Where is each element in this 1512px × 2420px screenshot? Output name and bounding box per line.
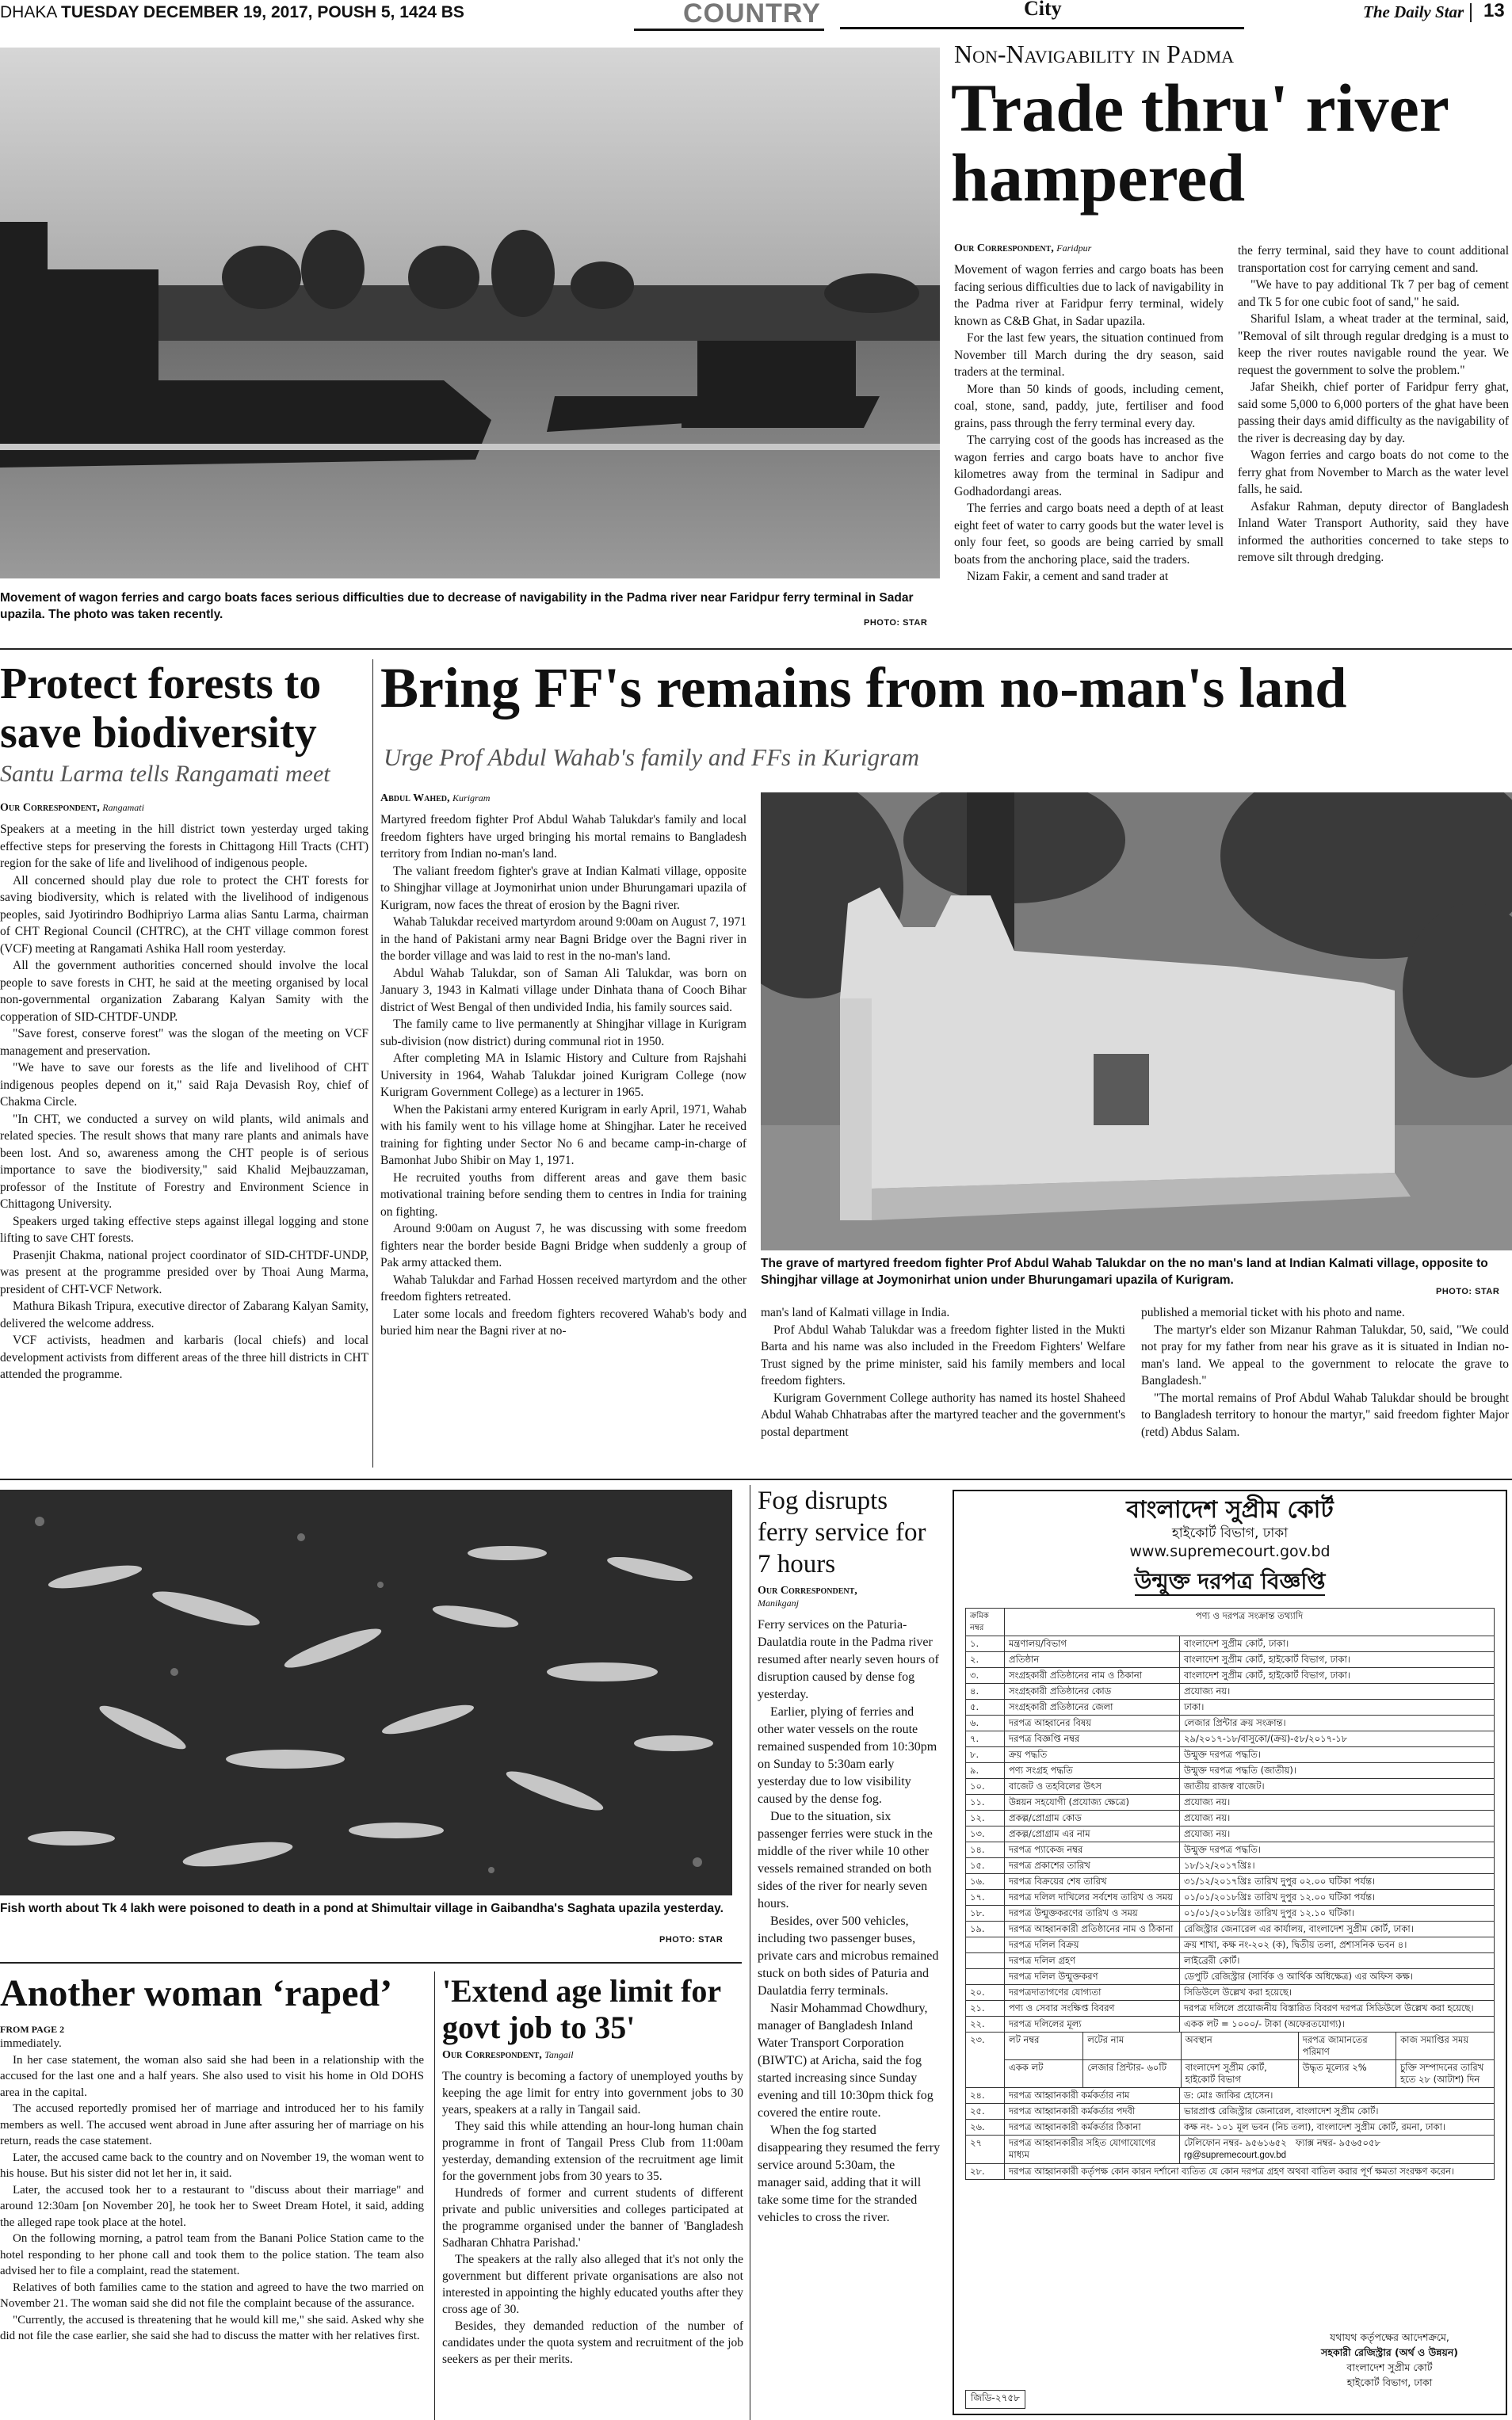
tender-division: হাইকোর্ট বিভাগ, ঢাকা [1171, 1525, 1289, 1541]
paragraph: Later some locals and freedom fighters recovered Wahab's body and buried him near the Bagni river at no- [380, 1307, 746, 1338]
row-serial: ৮. [966, 1747, 1005, 1763]
fog-byline-name: Our Correspondent, [758, 1585, 857, 1597]
lot-location: বাংলাদেশ সুপ্রীম কোর্ট, হাইকোর্ট বিভাগ [1181, 2060, 1298, 2087]
row-value: ক্রয় শাখা, কক্ষ নং-২০২ (ক), দ্বিতীয় তলা, প্রশাসনিক ভবন ৪। [1180, 1937, 1495, 1953]
row-label: সংগ্রহকারী প্রতিষ্ঠানের কোড [1005, 1684, 1180, 1700]
table-row [966, 1874, 1495, 1890]
paper-name: The Daily Star [1363, 2, 1464, 21]
table-row [966, 1937, 1495, 1953]
paragraph: Wahab Talukdar and Farhad Hossen received martyrdom and the other freedom fighters retreated. [380, 1273, 746, 1304]
forests-byline-place: Rangamati [102, 802, 144, 813]
lot-number: একক লট [1005, 2060, 1083, 2087]
table-row [966, 1890, 1495, 1906]
row-serial: ২. [966, 1652, 1005, 1668]
paragraph: Besides, they demanded reduction of the number of candidates under the quota system and recruitment of the job seekers as per their merits. [442, 2319, 743, 2366]
row-value: প্রযোজ্য নয়। [1180, 1684, 1495, 1700]
row-label: প্রকল্প/প্রোগ্রাম কোড [1005, 1811, 1180, 1826]
table-row [966, 2120, 1495, 2136]
paragraph: The carrying cost of the goods has increased as the wagon ferries and cargo boats have to anchor five kilometres away from the terminal in Sadipur and Godhadordangi areas. [954, 433, 1224, 498]
fog-byline [758, 1585, 941, 1610]
page-number: 13 [1483, 0, 1505, 21]
table-row [966, 1826, 1495, 1842]
signature-org: বাংলাদেশ সুপ্রীম কোর্ট [1346, 2361, 1433, 2373]
padma-kicker: Non-Navigability in Padma [954, 40, 1235, 68]
table-row [966, 1985, 1495, 2001]
lot-col-name: লটের নাম [1083, 2033, 1181, 2059]
lot-name: লেজার প্রিন্টার- ৬০টি [1083, 2060, 1181, 2087]
lot-col-time: কাজ সমাপ্তির সময় [1396, 2033, 1494, 2059]
paragraph: The family came to live permanently at Shingjhar village in Kurigram sub-division (now district) during communal riot in 1950. [380, 1017, 746, 1048]
lot-data-cell [1005, 2060, 1495, 2088]
row-value: দরপত্র দলিলে প্রয়োজনীয় বিস্তারিত বিবরণ দরপত্র সিডিউলে উল্লেখ করা হয়েছে। [1180, 2001, 1495, 2017]
row-label: দরপত্র দলিল বিক্রয় [1005, 1937, 1180, 1953]
table-row [966, 1636, 1495, 1652]
padma-ferry-image [0, 48, 940, 578]
row-value: ড: মোঃ জাকির হোসেন। [1180, 2088, 1495, 2104]
section-divider [0, 1479, 1512, 1480]
paragraph: "We have to pay additional Tk 7 per bag of cement and Tk 5 for one cubic foot of sand," he said. [1238, 278, 1509, 309]
row-serial: ১১. [966, 1795, 1005, 1811]
table-row [966, 2060, 1495, 2088]
grave-image [761, 792, 1512, 1250]
row-label: দরপত্র আহ্বানকারী প্রতিষ্ঠানের নাম ও ঠিকানা [1005, 1922, 1180, 1937]
contact-serial: ২৭ [966, 2136, 1005, 2164]
row-serial: ৪. [966, 1684, 1005, 1700]
row-value: ০১/০১/২০১৮খ্রিঃ তারিখ দুপুর ১২.০০ ঘটিকা পর্যন্ত। [1180, 1890, 1495, 1906]
padma-photo-caption: Movement of wagon ferries and cargo boats faces serious difficulties due to decrease of navigability in the Padma river near Faridpur ferry terminal in Sadar upazila. The photo was taken recently. [0, 591, 914, 621]
table-row [966, 2164, 1495, 2180]
forests-headline: Protect forests to save biodiversity [0, 659, 322, 758]
row-serial: ২০. [966, 1985, 1005, 2001]
row-label: পণ্য সংগ্রহ পদ্ধতি [1005, 1763, 1180, 1779]
padma-byline-place: Faridpur [1056, 242, 1092, 254]
column-divider [372, 659, 373, 1468]
paragraph: All the government authorities concerned should involve the local people to save forests in CHT, he said at the meeting organised by local non-governmental organization Zabarang Kalyan Samity with the copperation of SID-CHTDF-UNDP. [0, 959, 368, 1024]
paragraph: Speakers at a meeting in the hill district town yesterday urged taking effective steps for preserving the forests in Chittagong Hill Tracts (CHT) region for the sake of life and livelihood of indigenous people. [0, 823, 368, 870]
contact-telephone: টেলিফোন নম্বর- ৯৫৬১৬৫২ [1184, 2137, 1287, 2148]
lot-data-table [1005, 2060, 1494, 2087]
age-limit-body [442, 2049, 743, 2368]
row-serial: ২১. [966, 2001, 1005, 2017]
row-label: মন্ত্রণালয়/বিভাগ [1005, 1636, 1180, 1652]
row-label: দরপত্র বিক্রয়ের শেষ তারিখ [1005, 1874, 1180, 1890]
row-value: প্রযোজ্য নয়। [1180, 1826, 1495, 1842]
lot-time: চুক্তি সম্পাদনের তারিখ হতে ২৮ (আটাশ) দিন [1396, 2060, 1494, 2087]
table-row [966, 1922, 1495, 1937]
contact-label: দরপত্র আহ্বানকারীর সহিত যোগাযোগের মাধ্যম [1005, 2136, 1180, 2164]
paragraph: Martyred freedom fighter Prof Abdul Wahab Talukdar's family and local freedom fighters have urged bringing his mortal remains to Bangladesh territory from Indian no-man's land. [380, 813, 746, 861]
row-value: একক লট = ১০০০/- টাকা (অফেরতযোগ্য)। [1180, 2017, 1495, 2033]
row-serial: ১. [966, 1636, 1005, 1652]
row-value: উন্মুক্ত দরপত্র পদ্ধতি (জাতীয়)। [1180, 1763, 1495, 1779]
row-label: পণ্য ও সেবার সংক্ষিপ্ত বিবরণ [1005, 2001, 1180, 2017]
forests-body [0, 802, 368, 1384]
table-row [966, 1842, 1495, 1858]
fog-text [758, 1617, 941, 2227]
row-value: ডেপুটি রেজিস্ট্রার (সার্বিক ও আর্থিক অধিক্ষেত্র) এর অফিস কক্ষ। [1180, 1969, 1495, 1985]
signature-line: যথাযথ কর্তৃপক্ষের আদেশক্রমে, [1330, 2331, 1449, 2343]
table-row [966, 1953, 1495, 1969]
row-label: দরপত্র আহ্বানকারী কর্মকর্তার ঠিকানা [1005, 2120, 1180, 2136]
paragraph: The speakers at the rally also alleged that it's not only the government but different private organisations are also not interested in appointing the highly educated youths after they cross age of 30. [442, 2253, 743, 2316]
contact-fax: ফ্যাক্স নম্বর- ৯৫৬৫০৫৮ [1295, 2137, 1380, 2148]
fog-headline: Fog disrupts ferry service for 7 hours [758, 1487, 926, 1578]
table-row [966, 1779, 1495, 1795]
paragraph: "In CHT, we conducted a survey on wild plants, wild animals and related species. The result shows that many rare plants and animals have been lost. And so, awareness among the CHT people is of serious importance to save the biodiversity," said Khalid Mejbauzzaman, professor of the Institute of Forestry and Environment Science in Chittagong University. [0, 1112, 368, 1211]
lot-header-table [1005, 2033, 1494, 2059]
fish-photo [0, 1490, 732, 1895]
header-serial: ক্রমিক নম্বর [966, 1609, 1005, 1636]
paragraph: The accused reportedly promised her of marriage and introduced her to his family members as well. The accused went abroad in June after assuring her of marriage on his return, reads the case statement. [0, 2102, 424, 2147]
row-label: দরপত্র দলিল দাখিলের সর্বশেষ তারিখ ও সময় [1005, 1890, 1180, 1906]
row-label: দরপত্র প্রকাশের তারিখ [1005, 1858, 1180, 1874]
table-row [966, 1684, 1495, 1700]
row-label: দরপত্র দলিলের মূল্য [1005, 2017, 1180, 2033]
paragraph: Nizam Fakir, a cement and sand trader at [967, 570, 1169, 583]
row-serial: ১৬. [966, 1874, 1005, 1890]
row-label: সংগ্রহকারী প্রতিষ্ঠানের জেলা [1005, 1700, 1180, 1716]
table-row [966, 1969, 1495, 1985]
row-label: ক্রয় পদ্ধতি [1005, 1747, 1180, 1763]
row-serial: ১৫. [966, 1858, 1005, 1874]
padma-headline: Trade thru' river hampered [951, 70, 1449, 216]
section-divider [0, 648, 1512, 650]
row-label: দরপত্র উন্মুক্তকরণের তারিখ ও সময় [1005, 1906, 1180, 1922]
row-value: সিডিউলে উল্লেখ করা হয়েছে। [1180, 1985, 1495, 2001]
ff-byline-place: Kurigram [452, 792, 491, 803]
paragraph: "The mortal remains of Prof Abdul Wahab Talukdar should be brought to Bangladesh territory to honour the martyr," said freedom fighter Major (retd) Abdus Salam. [1141, 1391, 1509, 1439]
row-value: প্রযোজ্য নয়। [1180, 1811, 1495, 1826]
grave-photo-caption: The grave of martyred freedom fighter Prof Abdul Wahab Talukdar on the no man's land at Indian Kalmati village, opposite to Shingjhar village at Joymonirhat union under Bhurungamari upazila of Kurigram. [761, 1257, 1488, 1287]
raped-headline: Another woman ‘raped’ [0, 1972, 393, 2014]
row-label: উন্নয়ন সহযোগী (প্রযোজ্য ক্ষেত্রে) [1005, 1795, 1180, 1811]
ff-byline [380, 792, 746, 805]
paragraph: The martyr's elder son Mizanur Rahman Talukdar, 50, said, "We could not pray for my father from near his grave as it is situated in Indian no-man's land. We appeal to the government to relocate the grave to Bangladesh." [1141, 1323, 1509, 1387]
paragraph: He recruited youths from different areas and gave them basic motivational training before sending them to centres in India for training on fighting. [380, 1170, 746, 1219]
row-label: দরপত্র আহ্বানকারী কর্মকর্তার নাম [1005, 2088, 1180, 2104]
table-row [966, 1716, 1495, 1731]
row-serial [966, 1937, 1005, 1953]
forests-byline [0, 802, 368, 815]
masthead [0, 0, 1512, 29]
paragraph: In her case statement, the woman also said she had been in a relationship with the accused for the last one and a half years. She also used to visit his home in Old DOHS area in the capital. [0, 2053, 424, 2099]
ff-headline: Bring FF's remains from no-man's land [380, 656, 1347, 720]
table-row [966, 1668, 1495, 1684]
paragraph: "Currently, the accused is threatening that he would kill me," she said. Asked why she did not file the case earlier, she said she had to discuss the matter with her relatives first. [0, 2313, 424, 2342]
row-value: ১৮/১২/২০১৭খ্রিঃ। [1180, 1858, 1495, 1874]
table-row [966, 1700, 1495, 1716]
ff-body-col2 [761, 1304, 1125, 1441]
row-serial: ২৪. [966, 2088, 1005, 2104]
table-row [966, 1747, 1495, 1763]
raped-body [0, 2024, 424, 2345]
row-label: দরপত্র আহ্বানকারী কর্মকর্তার পদবী [1005, 2104, 1180, 2120]
column-divider [434, 1971, 435, 2420]
age-limit-byline [442, 2049, 743, 2062]
row-label: বাজেট ও তহবিলের উৎস [1005, 1779, 1180, 1795]
paragraph: For the last few years, the situation continued from November till March during the dry season, said traders at the terminal. [954, 331, 1224, 379]
row28-serial: ২৮. [966, 2164, 1005, 2180]
table-row [966, 2104, 1495, 2120]
table-row [966, 2017, 1495, 2033]
ff-byline-name: Abdul Wahed, [380, 792, 450, 804]
forests-text [0, 821, 368, 1384]
row-serial: ১৮. [966, 1906, 1005, 1922]
raped-text [0, 2036, 424, 2345]
tender-rows-2 [966, 2088, 1495, 2136]
sub-section: City [1024, 0, 1062, 20]
header-info: পণ্য ও দরপত্র সংক্রান্ত তথ্যাদি [1005, 1609, 1495, 1636]
row28-text: দরপত্র আহ্বানকারী কর্তৃপক্ষ কোন কারন দর্শানো ব্যতিত যে কোন দরপত্র গ্রহণ অথবা বাতিল করার পূর্ণ ক্ষমতা সংরক্ষণ করেন। [1005, 2164, 1495, 2180]
paragraph: Later, the accused took her to a restaurant to "discuss about their marriage" and around 12:30am [on November 20], he took her to Sweet Dream Hotel, it said, adding the alleged rape took place at the hotel. [0, 2183, 424, 2229]
forests-byline-name: Our Correspondent, [0, 802, 100, 814]
paragraph: Later, the accused came back to the country and on November 19, the woman went to his house. But his sister did not let her in, it said. [0, 2151, 424, 2180]
row-value: ২৯/২০১৭-১৮/বাসুকো/(ক্রয়)-৫৮/২০১৭-১৮ [1180, 1731, 1495, 1747]
table-row [966, 1795, 1495, 1811]
paragraph: Wagon ferries and cargo boats do not come to the ferry ghat from November to March as the water level falls, he said. [1238, 449, 1509, 496]
row-value: ঢাকা। [1180, 1700, 1495, 1716]
padma-text-col1 [954, 261, 1224, 586]
paragraph: Speakers urged taking effective steps against illegal logging and stone lifting to save CHT forests. [0, 1214, 368, 1245]
paragraph: immediately. [0, 2037, 62, 2050]
paragraph: Jafar Sheikh, chief porter of Faridpur ferry ghat, said some 5,000 to 6,000 porters of the ghat have been passing their days amid difficulty as the navigability of the river is decreasing day by day. [1238, 380, 1509, 445]
padma-ferry-photo [0, 48, 940, 578]
contact-email[interactable]: rg@supremecourt.gov.bd [1184, 2151, 1287, 2160]
paragraph: "We have to save our forests as the life and livelihood of CHT indigenous peoples depend on it," said Raja Devasish Roy, chief of Chakma Circle. [0, 1061, 368, 1109]
paragraph: man's land of Kalmati village in India. [761, 1306, 950, 1319]
row-serial [966, 1969, 1005, 1985]
row-value: লেজার প্রিন্টার ক্রয় সংক্রান্ত। [1180, 1716, 1495, 1731]
paragraph: They said this while attending an hour-long human chain programme in front of Tangail Press Club from 11:00am yesterday, demanding extension of the recruitment age limit for the government jobs from 30 years to 35. [442, 2120, 743, 2183]
table-header-row [966, 1609, 1495, 1636]
fog-byline-place: Manikganj [758, 1597, 799, 1609]
section-name: COUNTRY [683, 0, 821, 29]
tender-court-title: বাংলাদেশ সুপ্রীম কোর্ট [1126, 1496, 1334, 1524]
row-label: দরপত্র বিজ্ঞপ্তি নম্বর [1005, 1731, 1180, 1747]
lot-col-security: দরপত্র জামানতের পরিমাণ [1298, 2033, 1396, 2059]
row-label: দরপত্র প্যাকেজ নম্বর [1005, 1842, 1180, 1858]
padma-body-col2 [1238, 242, 1509, 567]
paragraph: Due to the situation, six passenger ferries were stuck in the middle of the river while 10 other vessels remained stranded on both sides of the river for nearly seven hours. [758, 1810, 933, 1910]
padma-photo-credit: PHOTO: STAR [864, 618, 928, 628]
table-row [966, 2033, 1495, 2060]
age-limit-byline-name: Our Correspondent, [442, 2049, 542, 2061]
row-label: দরপত্র আহ্বানের বিষয় [1005, 1716, 1180, 1731]
paragraph: the ferry terminal, said they have to count additional transportation cost for carrying cement and sand. [1238, 244, 1509, 275]
age-limit-text [442, 2068, 743, 2368]
paragraph: Kurigram Government College authority has named its hostel Shaheed Abdul Wahab Chhatrabas after the martyred teacher and the government's postal department [761, 1391, 1125, 1439]
fish-photo-caption: Fish worth about Tk 4 lakh were poisoned to death in a pond at Shimultair village in Gaibandha's Saghata upazila yesterday. [0, 1902, 724, 1915]
table-row [966, 2088, 1495, 2104]
row-serial: ৩. [966, 1668, 1005, 1684]
paragraph: Prof Abdul Wahab Talukdar was a freedom fighter listed in the Mukti Barta and his name was also included in the Freedom Fighters' Welfare Trust signed by the prime minister, said his family members and local freedom fighters. [761, 1323, 1125, 1387]
row-serial: ৫. [966, 1700, 1005, 1716]
lot-col-location: অবস্থান [1181, 2033, 1298, 2059]
fog-body [758, 1585, 941, 2227]
row-value: লাইব্রেরী কোর্ট। [1180, 1953, 1495, 1969]
signature-title: সহকারী রেজিস্ট্রার (অর্থ ও উন্নয়ন) [1321, 2346, 1458, 2358]
row-serial: ২৫. [966, 2104, 1005, 2120]
paragraph: Relatives of both families came to the station and agreed to have the two married on November 21. The woman said she did not file the complaint because of the assurance. [0, 2281, 424, 2310]
ff-subhead: Urge Prof Abdul Wahab's family and FFs in Kurigram [384, 743, 920, 771]
row-value: ৩১/১২/২০১৭খ্রিঃ তারিখ দুপুর ০২.০০ ঘটিকা পর্যন্ত। [1180, 1874, 1495, 1890]
table-row [966, 1811, 1495, 1826]
lot-header-cell [1005, 2033, 1495, 2060]
row-value: রেজিস্ট্রার জেনারেল এর কার্যালয়, বাংলাদেশ সুপ্রীম কোর্ট, ঢাকা। [1180, 1922, 1495, 1937]
tender-table [965, 1608, 1495, 2180]
row-serial: ১৯. [966, 1922, 1005, 1937]
age-limit-headline: 'Extend age limit for govt job to 35' [442, 1973, 721, 2045]
raped-from-page: FROM PAGE 2 [0, 2024, 65, 2035]
ff-body-col3 [1141, 1304, 1509, 1441]
paragraph: On the following morning, a patrol team from the Banani Police Station came to the hotel responding to her phone call and took them to the police station. The team also advised her to file a complaint, read the statement. [0, 2232, 424, 2277]
paragraph: Prasenjit Chakma, national project coordinator of SID-CHTDF-UNDP, was present at the programme presided over by Thoai Aung Marma, president of CHT-VCF Network. [0, 1248, 368, 1296]
row-value: উন্মুক্ত দরপত্র পদ্ধতি। [1180, 1747, 1495, 1763]
row-serial [966, 1953, 1005, 1969]
row-value: বাংলাদেশ সুপ্রীম কোর্ট, ঢাকা। [1180, 1636, 1495, 1652]
table-row [966, 1652, 1495, 1668]
tender-code: জিডি-২৭৫৮ [965, 2390, 1025, 2409]
paragraph: The valiant freedom fighter's grave at Indian Kalmati village, opposite to Shingjhar village at Joymonirhat union under Bhurungamari upazila of Kurigram, now faces the threat of erosion by the Bagni river. [380, 864, 746, 912]
table-row [966, 1731, 1495, 1747]
row-label: সংগ্রহকারী প্রতিষ্ঠানের নাম ও ঠিকানা [1005, 1668, 1180, 1684]
paragraph: When the Pakistani army entered Kurigram in early April, 1971, Wahab with his family went to his village home at Shingjhar. Later he received training for fighting under Sector No 6 and became camp-in-charge of Bamonhat Jubo Shibir on May 1, 1971. [380, 1102, 746, 1167]
row-serial: ২২. [966, 2017, 1005, 2033]
paragraph: Earlier, plying of ferries and other water vessels on the route remained suspended from 10:30pm on Sunday to 5:30am early yesterday due to low visibility caused by the dense fog. [758, 1705, 937, 1806]
row-value: কক্ষ নং- ১০১ মূল ভবন (নিচ তলা), বাংলাদেশ সুপ্রীম কোর্ট, রমনা, ঢাকা। [1180, 2120, 1495, 2136]
section-divider [0, 1962, 742, 1964]
paragraph: VCF activists, headmen and karbaris (local chiefs) and local development activists from different areas of the three hill districts in CHT attended the programme. [0, 1334, 368, 1381]
row-value: বাংলাদেশ সুপ্রীম কোর্ট, হাইকোর্ট বিভাগ, ঢাকা। [1180, 1652, 1495, 1668]
table-row [966, 1906, 1495, 1922]
row-serial: ৯. [966, 1763, 1005, 1779]
row-label: দরপত্র দলিল গ্রহণ [1005, 1953, 1180, 1969]
paragraph: Movement of wagon ferries and cargo boats has been facing serious difficulties due to lack of navigability in the Padma river at Faridpur ferry terminal, widely known as C&B Ghat, in Sadar upazila. [954, 263, 1224, 328]
paragraph: "Save forest, conserve forest" was the slogan of the meeting on VCF management and preservation. [0, 1027, 368, 1058]
forests-subhead: Santu Larma tells Rangamati meet [0, 761, 330, 787]
row-label: প্রকল্প/প্রোগ্রাম এর নাম [1005, 1826, 1180, 1842]
grave-photo [761, 792, 1512, 1250]
ff-text-col1 [380, 811, 746, 1340]
table-row [966, 1858, 1495, 1874]
tender-website: www.supremecourt.gov.bd [1129, 1543, 1331, 1560]
dateline [0, 3, 464, 22]
padma-body-col1 [954, 242, 1224, 586]
paragraph: After completing MA in Islamic History and Culture from Rajshahi University in 1964, Wahab Talukdar joined Kurigram College (now Kurigram Government College) as a lecturer in 1965. [380, 1052, 746, 1099]
contact-details [1180, 2136, 1495, 2164]
signature-division: হাইকোর্ট বিভাগ, ঢাকা [1346, 2376, 1433, 2388]
paragraph: Abdul Wahab Talukdar, son of Saman Ali Talukdar, was born on January 3, 1943 in Kalmati village under Dinhata thana of Cooch Bihar district of West Bengal of then undivided India, his family sources said. [380, 966, 746, 1014]
padma-byline [954, 242, 1224, 255]
tender-signature [1321, 2330, 1458, 2390]
row-serial: ২৬. [966, 2120, 1005, 2136]
tender-rows [966, 1636, 1495, 2033]
ff-body-col1 [380, 792, 746, 1340]
row-serial: ৬. [966, 1716, 1005, 1731]
paragraph: Nasir Mohammad Chowdhury, manager of Bangladesh Inland Water Transport Corporation (BIWTC) at Aricha, said the fog started increasing since Sunday evening and till 10:30pm thick fog covered the entire route. [758, 2002, 934, 2120]
lot-serial: ২৩. [966, 2033, 1005, 2088]
paragraph: Mathura Bikash Tripura, executive director of Zabarang Kalyan Samity, delivered the welcome address. [0, 1300, 368, 1330]
lot-col-number: লট নম্বর [1005, 2033, 1083, 2059]
row-serial: ১৭. [966, 1890, 1005, 1906]
paragraph: Wahab Talukdar received martyrdom around 9:00am on August 7, 1971 in the hand of Pakistani army near Bagni Bridge over the Bagni river in the border village and was laid to rest in the no-man's land. [380, 915, 746, 963]
table-row [966, 2136, 1495, 2164]
table-row [966, 1763, 1495, 1779]
row-serial: ১৪. [966, 1842, 1005, 1858]
dateline-city: DHAKA [0, 3, 57, 21]
paragraph: Shariful Islam, a wheat trader at the terminal, said, "Removal of silt through regular dredging is a must to keep the river routes navigable round the year. We request the government to solve the problem." [1238, 312, 1509, 377]
grave-photo-credit: PHOTO: STAR [1436, 1287, 1500, 1296]
paragraph: Around 9:00am on August 7, he was discussing with some freedom fighters near the border beside Bagni Bridge when suddenly a group of Pak army attacked them. [380, 1222, 746, 1269]
paragraph: Asfakur Rahman, deputy director of Bangladesh Inland Water Transport Authority, said they have informed the authorities concerned to take steps to remove silt through dredging. [1238, 499, 1509, 564]
row-value: ০১/০১/২০১৮খ্রিঃ তারিখ দুপুর ১২.১০ ঘটিকা। [1180, 1906, 1495, 1922]
row-serial: ১৩. [966, 1826, 1005, 1842]
paragraph: More than 50 kinds of goods, including cement, coal, stone, sand, paddy, jute, fertiliser and food grains, pass through the ferry terminal every day. [954, 382, 1224, 430]
lot-security: উদ্ধৃত মূল্যের ২% [1298, 2060, 1396, 2087]
table-row [966, 2001, 1495, 2017]
row-value: উন্মুক্ত দরপত্র পদ্ধতি। [1180, 1842, 1495, 1858]
row-label: দরপত্রদাতাগণের যোগ্যতা [1005, 1985, 1180, 2001]
paragraph: The ferries and cargo boats need a depth of at least eight feet of water to carry goods but the water level is only four feet, so goods are being carried by small boats from the anchoring place, said the traders. [954, 502, 1224, 567]
row-label: প্রতিষ্ঠান [1005, 1652, 1180, 1668]
paragraph: Besides, over 500 vehicles, including two passenger buses, private cars and microbus remained stuck on both sides of Paturia and Daulatdia ferry terminals. [758, 1914, 939, 1998]
paragraph: All concerned should play due role to protect the CHT forests for saving biodiversity, which is related with the livelihood of indigenous peoples, said Jyotirindro Bodhipriyo Larma alias Santu Larma, chairman of CHT Regional Council (CHTRC), at the CHT village common forest (VCF) meeting at Rangamati Ashika Hall room yesterday. [0, 873, 368, 956]
paragraph: Hundreds of former and current students of different private and public universities and colleges participated at the programme organised under the banner of 'Bangladesh Sadharan Chhatra Parishad.' [442, 2186, 743, 2250]
row-serial: ১২. [966, 1811, 1005, 1826]
padma-byline-name: Our Correspondent, [954, 242, 1054, 254]
row-serial: ১০. [966, 1779, 1005, 1795]
paragraph: The country is becoming a factory of unemployed youths by keeping the age limit for entry into government jobs to 30 years, speakers at a rally in Tangail said. [442, 2070, 743, 2117]
fish-photo-credit: PHOTO: STAR [659, 1935, 724, 1945]
paragraph: Ferry services on the Paturia-Daulatdia route in the Padma river resumed after nearly seven hours of disruption caused by dense fog yesterday. [758, 1618, 939, 1701]
dateline-date: TUESDAY DECEMBER 19, 2017, POUSH 5, 1424 BS [61, 3, 464, 21]
tender-notice-title: উন্মুক্ত দরপত্র বিজ্ঞপ্তি [1134, 1568, 1326, 1594]
row-value: ভারপ্রাপ্ত রেজিস্ট্রার জেনারেল, বাংলাদেশ সুপ্রীম কোর্ট। [1180, 2104, 1495, 2120]
tender-advertisement [953, 1490, 1507, 2415]
age-limit-byline-place: Tangail [544, 2049, 574, 2060]
paragraph: When the fog started disappearing they resumed the ferry service around 5:30am, the manager said, adding that it will take some time for the stranded vehicles to cross the river. [758, 2124, 941, 2224]
row-label: দরপত্র দলিল উন্মুক্তকরণ [1005, 1969, 1180, 1985]
row-value: বাংলাদেশ সুপ্রীম কোর্ট, হাইকোর্ট বিভাগ, ঢাকা। [1180, 1668, 1495, 1684]
row-value: জাতীয় রাজস্ব বাজেট। [1180, 1779, 1495, 1795]
row-serial: ৭. [966, 1731, 1005, 1747]
fish-image [0, 1490, 732, 1895]
row-value: প্রযোজ্য নয়। [1180, 1795, 1495, 1811]
paragraph: published a memorial ticket with his photo and name. [1141, 1306, 1405, 1319]
